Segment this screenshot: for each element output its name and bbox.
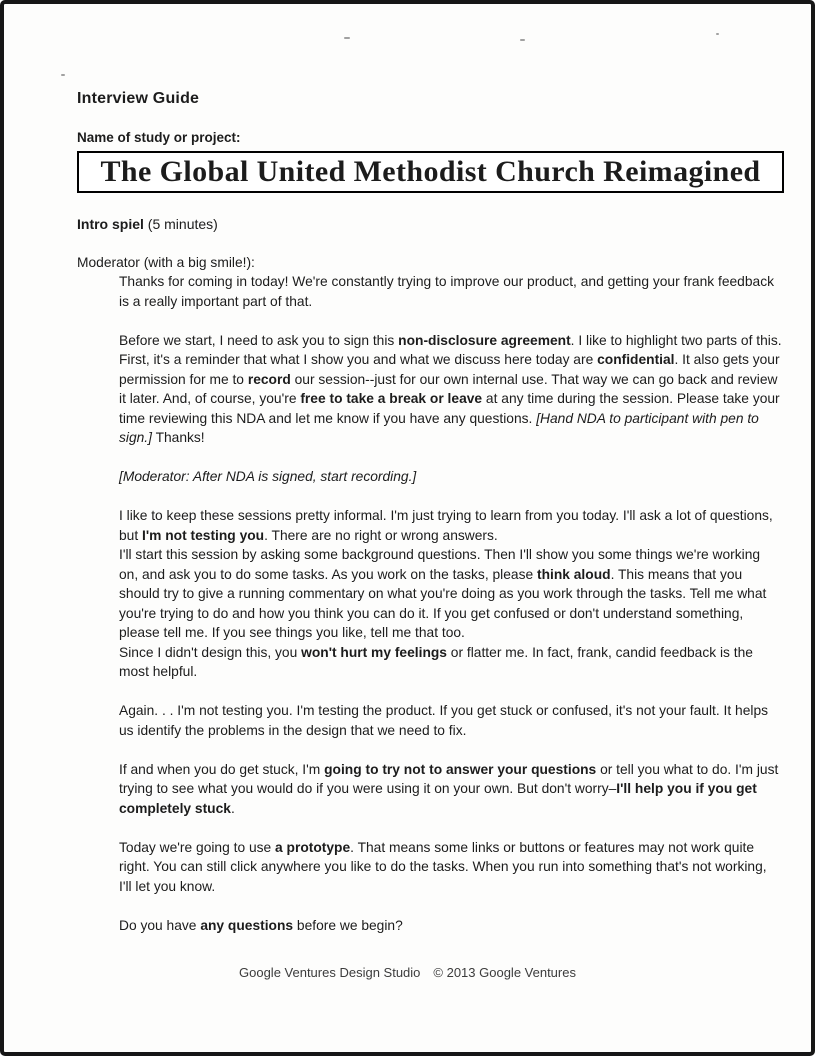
intro-spiel-heading [77,216,784,232]
paragraph-think-aloud: I'll start this session by asking some background questions. Then I'll show you some things we're working on, and ask you to do some tasks. As you work on the tasks, please think aloud. This means that you should try to give a running commentary on what you're doing as you work through the tasks. Tell me what you're trying to do and how you think you can do it. If you get confused or don't understand something, please tell me. If you see things you like, tell me that too. [119,547,767,640]
project-title-box [77,151,784,193]
paragraph-prototype: Today we're going to use a prototype. That means some links or buttons or features may not work quite right. You can still click anywhere you like to do the tasks. When you run into something that's not working, I'll let you know. [119,839,767,894]
paragraph-thanks: Thanks for coming in today! We're constantly trying to improve our product, and getting your frank feedback is a really important part of that. [119,274,775,309]
paragraph-nda: Before we start, I need to ask you to sign this non-disclosure agreement. I like to highlight two parts of this. First, it's a reminder that what I show you and what we discuss here today are confidential. It also gets your permission for me to record our session--just for our own internal use. That way we can go back and review it later. And, of course, you're free to take a break or leave at any time during the session. Please take your time reviewing this NDA and let me know if you have any questions. [Hand NDA to participant with pen to sign.] Thanks! [119,332,782,445]
scan-speckle [520,39,525,41]
project-title: The Global United Methodist Church Reimagined [100,155,761,188]
paragraph-start-recording: [Moderator: After NDA is signed, start recording.] [119,469,417,484]
moderator-label: Moderator (with a big smile!): [77,255,255,270]
scan-speckle [716,33,719,35]
paragraph-feelings: Since I didn't design this, you won't hurt my feelings or flatter me. In fact, frank, candid feedback is the most helpful. [119,644,753,679]
script-paragraphs [119,272,782,935]
document-heading: Interview Guide [77,90,200,107]
paragraph-testing-product: Again. . . I'm not testing you. I'm testing the product. If you get stuck or confused, it's not your fault. It helps us identify the problems in the design that we need to fix. [119,703,769,738]
scan-speckle [61,74,65,76]
footer-copyright: © 2013 Google Ventures [433,965,576,980]
paragraph-get-stuck: If and when you do get stuck, I'm going to try not to answer your questions or tell you what to do. I'm just trying to see what you would do if you were using it on your own. But don't worry–I'll help you if you get completely stuck. [119,761,779,816]
paragraph-any-questions: Do you have any questions before we begin? [119,917,403,933]
page-footer [4,965,811,980]
document-content [4,4,811,935]
paragraph-informal: I like to keep these sessions pretty informal. I'm just trying to learn from you today. I'll ask a lot of questions, but I'm not testing you. There are no right or wrong answers. [119,508,773,543]
study-name-label: Name of study or project: [77,130,241,145]
scan-speckle [344,37,350,39]
section-duration: (5 minutes) [147,216,218,232]
footer-studio: Google Ventures Design Studio [239,965,421,980]
section-title: Intro spiel [77,216,144,232]
